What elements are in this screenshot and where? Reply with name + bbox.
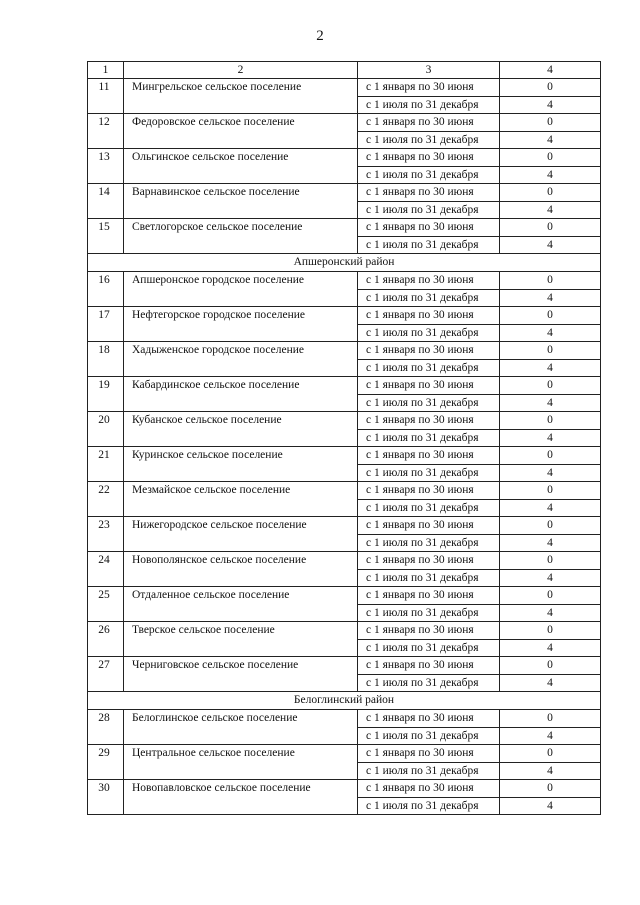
settlement-name: Апшеронское городское поселение: [124, 272, 358, 307]
value-second-half: 4: [500, 464, 601, 482]
period-first-half: с 1 января по 30 июня: [358, 710, 500, 728]
row-number: 21: [88, 447, 124, 482]
row-number: 20: [88, 412, 124, 447]
settlement-name: Хадыженское городское поселение: [124, 342, 358, 377]
value-first-half: 0: [500, 710, 601, 728]
table-row: [88, 447, 601, 465]
settlement-name: Светлогорское сельское поселение: [124, 219, 358, 254]
period-second-half: с 1 июля по 31 декабря: [358, 464, 500, 482]
table-row: [88, 342, 601, 360]
period-first-half: с 1 января по 30 июня: [358, 219, 500, 237]
value-second-half: 4: [500, 359, 601, 377]
row-number: 15: [88, 219, 124, 254]
table-row: [88, 517, 601, 535]
period-second-half: с 1 июля по 31 декабря: [358, 289, 500, 307]
period-first-half: с 1 января по 30 июня: [358, 482, 500, 500]
period-first-half: с 1 января по 30 июня: [358, 377, 500, 395]
value-second-half: 4: [500, 394, 601, 412]
header-col-4: 4: [500, 62, 601, 79]
settlement-name: Ольгинское сельское поселение: [124, 149, 358, 184]
period-first-half: с 1 января по 30 июня: [358, 342, 500, 360]
row-number: 22: [88, 482, 124, 517]
table-row: [88, 184, 601, 202]
district-section-row: [88, 254, 601, 272]
value-second-half: 4: [500, 569, 601, 587]
period-first-half: с 1 января по 30 июня: [358, 149, 500, 167]
period-first-half: с 1 января по 30 июня: [358, 780, 500, 798]
period-first-half: с 1 января по 30 июня: [358, 272, 500, 290]
period-second-half: с 1 июля по 31 декабря: [358, 674, 500, 692]
settlement-name: Федоровское сельское поселение: [124, 114, 358, 149]
row-number: 11: [88, 79, 124, 114]
row-number: 12: [88, 114, 124, 149]
period-first-half: с 1 января по 30 июня: [358, 517, 500, 535]
settlement-name: Кубанское сельское поселение: [124, 412, 358, 447]
table-row: [88, 114, 601, 132]
period-first-half: с 1 января по 30 июня: [358, 79, 500, 97]
value-first-half: 0: [500, 412, 601, 430]
period-second-half: с 1 июля по 31 декабря: [358, 534, 500, 552]
tariff-table: [87, 61, 601, 815]
period-first-half: с 1 января по 30 июня: [358, 184, 500, 202]
row-number: 25: [88, 587, 124, 622]
period-second-half: с 1 июля по 31 декабря: [358, 359, 500, 377]
period-second-half: с 1 июля по 31 декабря: [358, 429, 500, 447]
period-second-half: с 1 июля по 31 декабря: [358, 797, 500, 815]
table-header-row: [88, 62, 601, 79]
period-second-half: с 1 июля по 31 декабря: [358, 201, 500, 219]
value-first-half: 0: [500, 377, 601, 395]
row-number: 26: [88, 622, 124, 657]
value-first-half: 0: [500, 482, 601, 500]
row-number: 17: [88, 307, 124, 342]
table-row: [88, 587, 601, 605]
period-first-half: с 1 января по 30 июня: [358, 307, 500, 325]
row-number: 23: [88, 517, 124, 552]
settlement-name: Мезмайское сельское поселение: [124, 482, 358, 517]
period-first-half: с 1 января по 30 июня: [358, 587, 500, 605]
value-first-half: 0: [500, 517, 601, 535]
period-second-half: с 1 июля по 31 декабря: [358, 727, 500, 745]
table-row: [88, 79, 601, 97]
district-section-row: [88, 692, 601, 710]
value-second-half: 4: [500, 166, 601, 184]
settlement-name: Центральное сельское поселение: [124, 745, 358, 780]
value-first-half: 0: [500, 622, 601, 640]
value-first-half: 0: [500, 149, 601, 167]
value-first-half: 0: [500, 184, 601, 202]
header-col-1: 1: [88, 62, 124, 79]
value-second-half: 4: [500, 289, 601, 307]
period-first-half: с 1 января по 30 июня: [358, 745, 500, 763]
value-first-half: 0: [500, 587, 601, 605]
value-first-half: 0: [500, 114, 601, 132]
table-row: [88, 780, 601, 798]
value-first-half: 0: [500, 447, 601, 465]
period-second-half: с 1 июля по 31 декабря: [358, 394, 500, 412]
table-row: [88, 377, 601, 395]
settlement-name: Новопавловское сельское поселение: [124, 780, 358, 815]
settlement-name: Куринское сельское поселение: [124, 447, 358, 482]
row-number: 28: [88, 710, 124, 745]
settlement-name: Нефтегорское городское поселение: [124, 307, 358, 342]
table-row: [88, 622, 601, 640]
table-row: [88, 657, 601, 675]
settlement-name: Нижегородское сельское поселение: [124, 517, 358, 552]
settlement-name: Белоглинское сельское поселение: [124, 710, 358, 745]
table-row: [88, 307, 601, 325]
value-first-half: 0: [500, 552, 601, 570]
value-first-half: 0: [500, 307, 601, 325]
period-first-half: с 1 января по 30 июня: [358, 622, 500, 640]
district-name: Белоглинский район: [88, 692, 601, 710]
value-second-half: 4: [500, 674, 601, 692]
row-number: 14: [88, 184, 124, 219]
table-row: [88, 219, 601, 237]
value-first-half: 0: [500, 780, 601, 798]
district-name: Апшеронский район: [88, 254, 601, 272]
settlement-name: Черниговское сельское поселение: [124, 657, 358, 692]
period-second-half: с 1 июля по 31 декабря: [358, 131, 500, 149]
value-second-half: 4: [500, 499, 601, 517]
value-second-half: 4: [500, 324, 601, 342]
table-row: [88, 412, 601, 430]
value-first-half: 0: [500, 745, 601, 763]
period-second-half: с 1 июля по 31 декабря: [358, 166, 500, 184]
period-second-half: с 1 июля по 31 декабря: [358, 324, 500, 342]
value-first-half: 0: [500, 657, 601, 675]
table-row: [88, 149, 601, 167]
period-first-half: с 1 января по 30 июня: [358, 447, 500, 465]
period-first-half: с 1 января по 30 июня: [358, 412, 500, 430]
period-second-half: с 1 июля по 31 декабря: [358, 569, 500, 587]
value-second-half: 4: [500, 131, 601, 149]
value-first-half: 0: [500, 79, 601, 97]
row-number: 18: [88, 342, 124, 377]
page-number: 2: [316, 28, 324, 44]
settlement-name: Отдаленное сельское поселение: [124, 587, 358, 622]
value-second-half: 4: [500, 797, 601, 815]
table-body: [88, 62, 601, 815]
value-second-half: 4: [500, 762, 601, 780]
row-number: 16: [88, 272, 124, 307]
header-col-3: 3: [358, 62, 500, 79]
table-row: [88, 552, 601, 570]
settlement-name: Мингрельское сельское поселение: [124, 79, 358, 114]
value-first-half: 0: [500, 219, 601, 237]
row-number: 29: [88, 745, 124, 780]
value-second-half: 4: [500, 201, 601, 219]
value-second-half: 4: [500, 604, 601, 622]
period-second-half: с 1 июля по 31 декабря: [358, 499, 500, 517]
value-first-half: 0: [500, 342, 601, 360]
settlement-name: Новополянское сельское поселение: [124, 552, 358, 587]
period-second-half: с 1 июля по 31 декабря: [358, 639, 500, 657]
table-row: [88, 272, 601, 290]
settlement-name: Тверское сельское поселение: [124, 622, 358, 657]
row-number: 19: [88, 377, 124, 412]
header-col-2: 2: [124, 62, 358, 79]
value-second-half: 4: [500, 727, 601, 745]
period-second-half: с 1 июля по 31 декабря: [358, 604, 500, 622]
row-number: 30: [88, 780, 124, 815]
value-second-half: 4: [500, 236, 601, 254]
value-second-half: 4: [500, 429, 601, 447]
row-number: 13: [88, 149, 124, 184]
value-first-half: 0: [500, 272, 601, 290]
period-first-half: с 1 января по 30 июня: [358, 552, 500, 570]
period-first-half: с 1 января по 30 июня: [358, 114, 500, 132]
period-first-half: с 1 января по 30 июня: [358, 657, 500, 675]
value-second-half: 4: [500, 96, 601, 114]
row-number: 24: [88, 552, 124, 587]
table-row: [88, 745, 601, 763]
table-row: [88, 482, 601, 500]
settlement-name: Кабардинское сельское поселение: [124, 377, 358, 412]
period-second-half: с 1 июля по 31 декабря: [358, 762, 500, 780]
settlement-name: Варнавинское сельское поселение: [124, 184, 358, 219]
row-number: 27: [88, 657, 124, 692]
value-second-half: 4: [500, 639, 601, 657]
period-second-half: с 1 июля по 31 декабря: [358, 96, 500, 114]
table-row: [88, 710, 601, 728]
period-second-half: с 1 июля по 31 декабря: [358, 236, 500, 254]
value-second-half: 4: [500, 534, 601, 552]
